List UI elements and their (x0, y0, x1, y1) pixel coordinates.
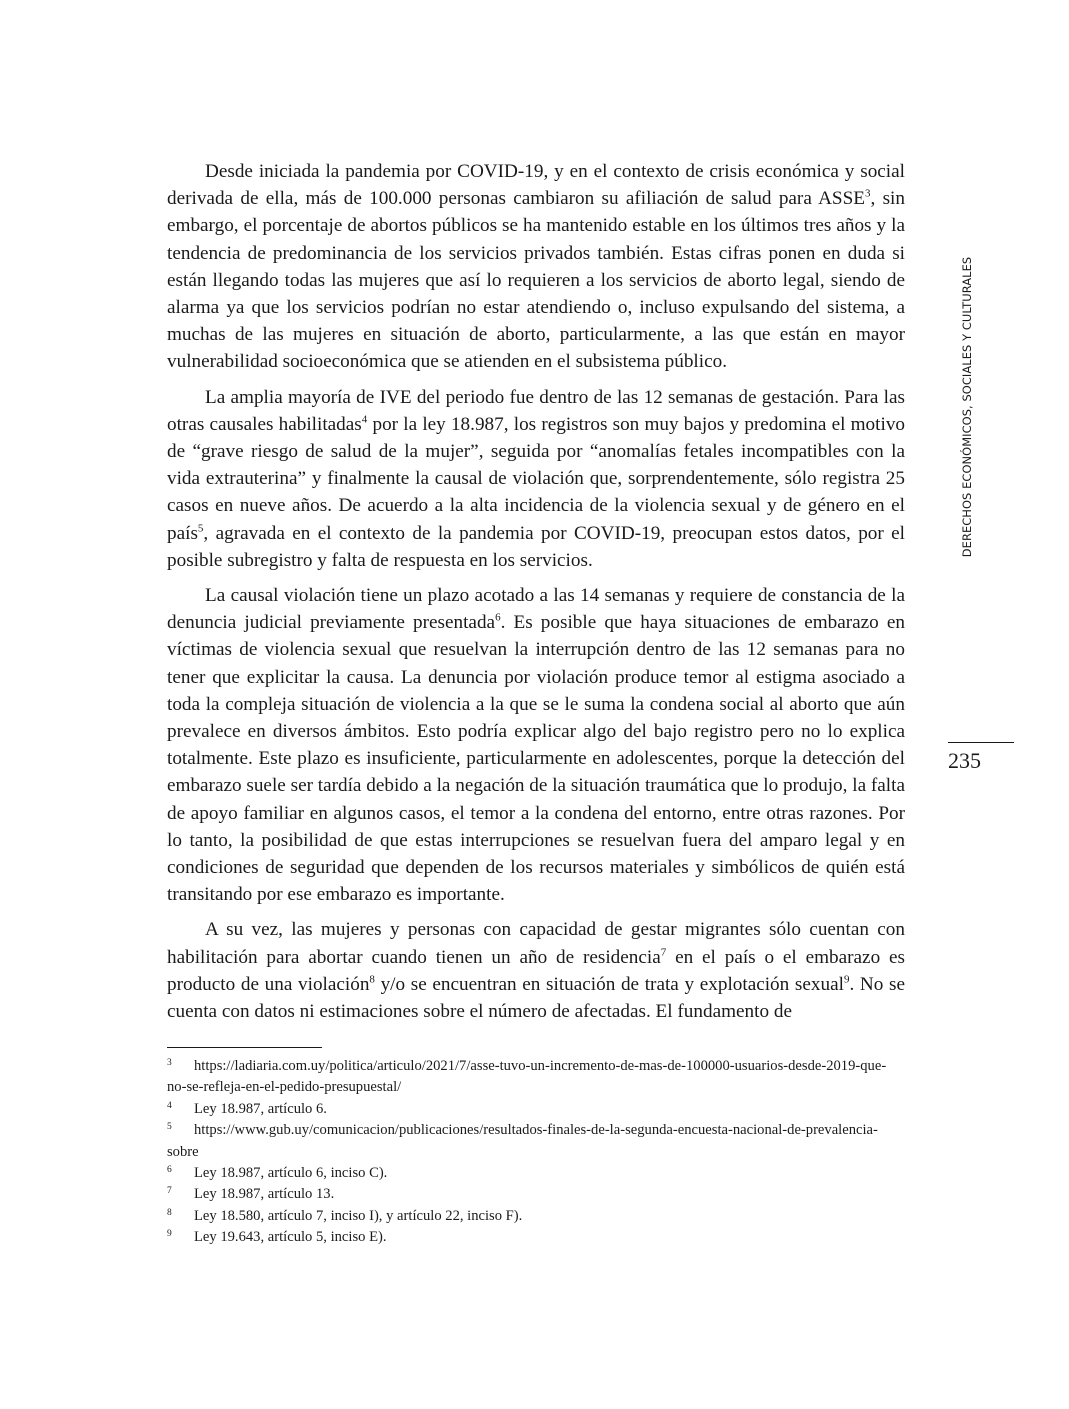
footnote-ref[interactable]: 5 (197, 522, 204, 535)
paragraph-text: . Es posible que haya situaciones de embarazo en víctimas de violencia sexual que resuelvan la interrupción dentro de las 12 semanas para no tener que explicitar la causa. La denuncia por violación produce temor al estigma asociado a toda la compleja situación de violencia a la que se le suma la condena social al aborto que aún prevalece en diversos ámbitos. Esto podría explicar algo del bajo registro pero no lo explica totalmente. Este plazo es insuficiente, particularmente en adolescentes, porque la detección del embarazo suele ser tardía debido a la negación de la situación traumática que lo produjo, la falta de apoyo familiar en algunos casos, el temor a la condena del entorno, entre otras razones. Por lo tanto, la posibilidad de que estas interrupciones se resuelvan fuera del amparo legal y en condiciones de seguridad que dependen de los recursos materiales y simbólicos de quién está transitando por ese embarazo es importante. (167, 612, 905, 906)
footnote (167, 1056, 905, 1099)
footnote-number: 3 (167, 1058, 172, 1068)
footnotes (167, 1056, 905, 1249)
footnote-ref[interactable]: 9 (843, 973, 850, 986)
paragraph (167, 158, 905, 376)
paragraph (167, 916, 905, 1025)
body-text (167, 158, 905, 1033)
running-head-text: DERECHOS ECONÓMICOS, SOCIALES Y CULTURALES (960, 256, 975, 558)
footnote-number: 8 (167, 1207, 172, 1218)
footnote-ref[interactable]: 8 (369, 973, 375, 986)
footnote-link[interactable]: https://www.gub.uy/comunicacion/publicaciones/resultados-finales-de-la-segunda-encuesta-nacional-de-prevalencia-sobre (167, 1122, 878, 1160)
footnote-number: 7 (167, 1186, 172, 1197)
footnote (167, 1227, 905, 1248)
footnote (167, 1120, 905, 1163)
footnote (167, 1099, 905, 1120)
footnote-text: Ley 18.987, artículo 6. (194, 1100, 327, 1117)
paragraph-text: La amplia mayoría de IVE del periodo fue dentro de las 12 semanas de gestación. Para las otras causales habilitadas (167, 386, 905, 435)
paragraph-text: por la ley 18.987, los registros son muy bajos y predomina el motivo de “grave riesgo de salud de la mujer”, seguida por “anomalías fetales incompatibles con la vida extrauterina” y finalmente la causal de violación que, sorprendentemente, sólo registra 25 casos en nueve años. De acuerdo a la alta incidencia de la violencia sexual y de género en el país (167, 413, 906, 544)
footnote-ref[interactable]: 6 (495, 611, 501, 624)
paragraph-text: Desde iniciada la pandemia por COVID-19, y en el contexto de crisis económica y social derivada de ella, más de 100.000 personas cambiaron su afiliación de salud para ASSE (167, 161, 905, 210)
footnote-number: 6 (167, 1165, 172, 1176)
footnote-ref[interactable]: 3 (865, 187, 871, 200)
paragraph-text: A su vez, las mujeres y personas con capacidad de gestar migrantes sólo cuentan con habilitación para abortar cuando tienen un año de residencia (167, 919, 905, 968)
page-number: 235 (948, 742, 1014, 773)
paragraph (167, 384, 905, 574)
footnote-ref[interactable]: 7 (660, 946, 667, 959)
footnote-ref[interactable]: 4 (361, 413, 368, 426)
footnote-text: Ley 18.580, artículo 7, inciso I), y artículo 22, inciso F). (194, 1207, 523, 1224)
footnote-divider (167, 1047, 322, 1048)
footnote-number: 5 (167, 1122, 172, 1133)
running-head (955, 248, 979, 566)
paragraph (167, 582, 905, 908)
paragraph-text: en el país o el embarazo es producto de una violación (167, 946, 905, 995)
footnote-link[interactable]: https://ladiaria.com.uy/politica/articulo/2021/7/asse-tuvo-un-incremento-de-mas-de-100000-usuarios-desde-2019-que-no-se-refleja-en-el-pedido-presupuestal/ (167, 1058, 887, 1096)
paragraph-text: . No se cuenta con datos ni estimaciones sobre el número de afectadas. El fundamento de (167, 973, 905, 1023)
paragraph-text: , sin embargo, el porcentaje de abortos públicos se ha mantenido estable en los últimos tres años y la tendencia de predominancia de los servicios privados también. Estas cifras ponen en duda si están llegando todas las mujeres que así lo requieren a los servicios de aborto legal, siendo de alarma ya que los servicios podrían no estar atendiendo o, incluso expulsando del sistema, a muchas de las mujeres en situación de aborto, particularmente, a las que están en mayor vulnerabilidad socioeconómica que se atienden en el subsistema público. (167, 188, 905, 373)
paragraph-text: La causal violación tiene un plazo acotado a las 14 semanas y requiere de constancia de la denuncia judicial previamente presentada (167, 585, 905, 634)
footnote-number: 4 (167, 1100, 172, 1111)
footnote-text: Ley 18.987, artículo 6, inciso C). (194, 1165, 388, 1182)
footnote (167, 1163, 905, 1184)
footnote (167, 1184, 905, 1205)
paragraph-text: y/o se encuentran en situación de trata y explotación sexual (374, 973, 844, 995)
footnote-number: 9 (167, 1229, 172, 1240)
footnote-text: Ley 18.987, artículo 13. (194, 1186, 335, 1203)
paragraph-text: , agravada en el contexto de la pandemia por COVID-19, preocupan estos datos, por el posible subregistro y falta de respuesta en los servicios. (167, 522, 905, 571)
footnote-text: Ley 19.643, artículo 5, inciso E). (194, 1229, 387, 1246)
footnote (167, 1206, 905, 1227)
